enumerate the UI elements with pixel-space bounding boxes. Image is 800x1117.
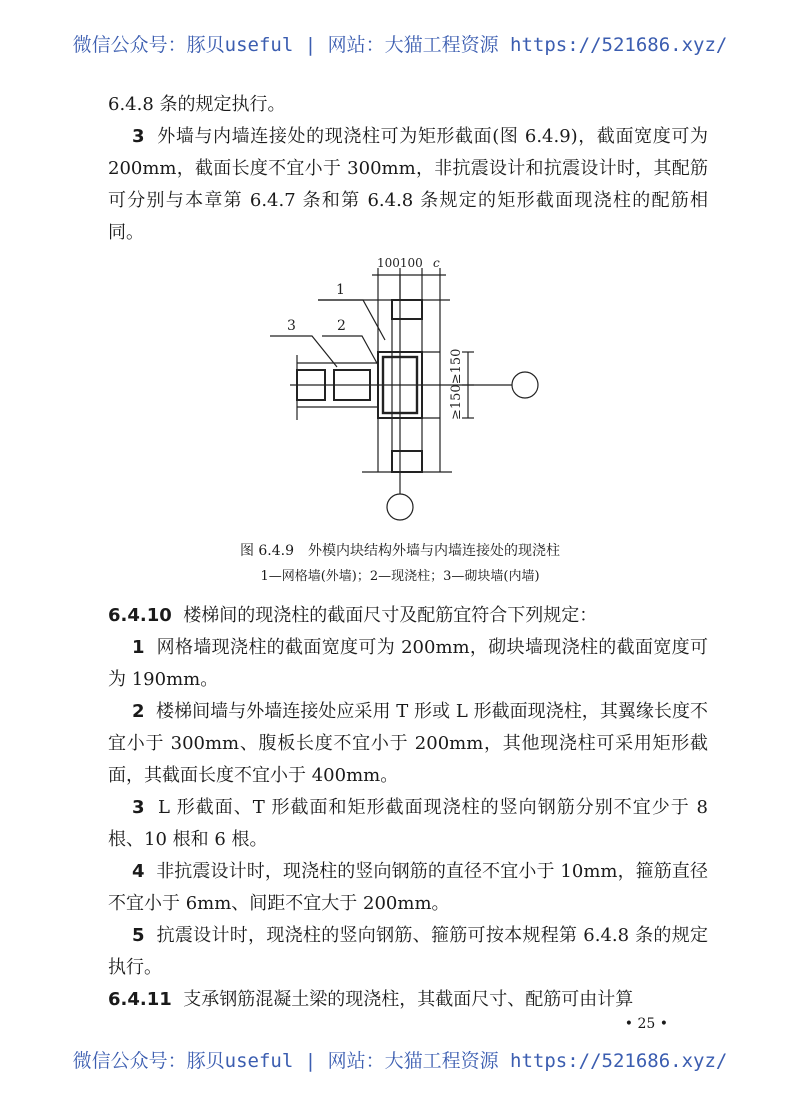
paragraph — [108, 856, 708, 920]
clause-number: 6.4.10 — [108, 605, 172, 626]
paragraph-text: 外墙与内墙连接处的现浇柱可为矩形截面(图 6.4.9)，截面宽度可为 200mm，截面长度不宜小于 300mm，非抗震设计和抗震设计时，其配筋可分别与本章第 6.4.7 条和第 6.4.8 条规定的矩形截面现浇柱的配筋相同。 — [108, 126, 708, 243]
clause-number: 3 — [132, 126, 145, 147]
clause-number: 3 — [132, 797, 145, 818]
paragraph-text: 抗震设计时，现浇柱的竖向钢筋、箍筋可按本规程第 6.4.8 条的规定执行。 — [108, 925, 708, 978]
paragraph — [108, 792, 708, 856]
paragraph — [108, 696, 708, 792]
paragraph-text: 楼梯间墙与外墙连接处应采用 T 形或 L 形截面现浇柱，其翼缘长度不宜小于 300mm、腹板长度不宜小于 200mm，其他现浇柱可采用矩形截面，其截面长度不宜小于 400mm。 — [108, 701, 708, 786]
page-number: • 25 • — [624, 1016, 668, 1032]
paragraph-text: 6.4.8 条的规定执行。 — [108, 94, 286, 115]
paragraph-text: 非抗震设计时，现浇柱的竖向钢筋的直径不宜小于 10mm，箍筋直径不宜小于 6mm、间距不宜大于 200mm。 — [108, 861, 708, 914]
text-block-bottom — [108, 600, 708, 1032]
watermark-header: 微信公众号：豚贝useful | 网站：大猫工程资源 https://521686.xyz/ — [72, 34, 728, 56]
section-heading — [108, 984, 708, 1016]
paragraph-text: 网格墙现浇柱的截面宽度可为 200mm，砌块墙现浇柱的截面宽度可为 190mm。 — [108, 637, 708, 690]
paragraph-text: L 形截面、T 形截面和矩形截面现浇柱的竖向钢筋分别不宜少于 8 根、10 根和 6 根。 — [108, 797, 708, 850]
clause-number: 2 — [132, 701, 145, 722]
figure-legend: 1—网格墙(外墙)；2—现浇柱；3—砌块墙(内墙) — [260, 569, 540, 584]
dim-c-text: c — [433, 256, 440, 270]
clause-number: 1 — [132, 637, 145, 658]
paragraph-text: 楼梯间的现浇柱的截面尺寸及配筋宜符合下列规定： — [183, 605, 598, 626]
figure-caption: 图 6.4.9 外模内块结构外墙与内墙连接处的现浇柱 — [239, 543, 561, 559]
paragraph — [108, 632, 708, 696]
label-1: 1 — [336, 282, 345, 298]
dim-top-text: 100100 — [377, 256, 423, 270]
paragraph-text: 支承钢筋混凝土梁的现浇柱，其截面尺寸、配筋可由计算 — [183, 989, 634, 1010]
clause-number: 6.4.11 — [108, 989, 172, 1010]
paragraph — [108, 920, 708, 984]
label-3: 3 — [287, 318, 296, 334]
section-heading — [108, 600, 708, 632]
dim-side-text: ≥150≥150 — [449, 348, 464, 420]
clause-number: 4 — [132, 861, 145, 882]
label-2: 2 — [337, 318, 346, 334]
watermark-footer: 微信公众号：豚贝useful | 网站：大猫工程资源 https://521686.xyz/ — [72, 1050, 728, 1072]
clause-number: 5 — [132, 925, 145, 946]
